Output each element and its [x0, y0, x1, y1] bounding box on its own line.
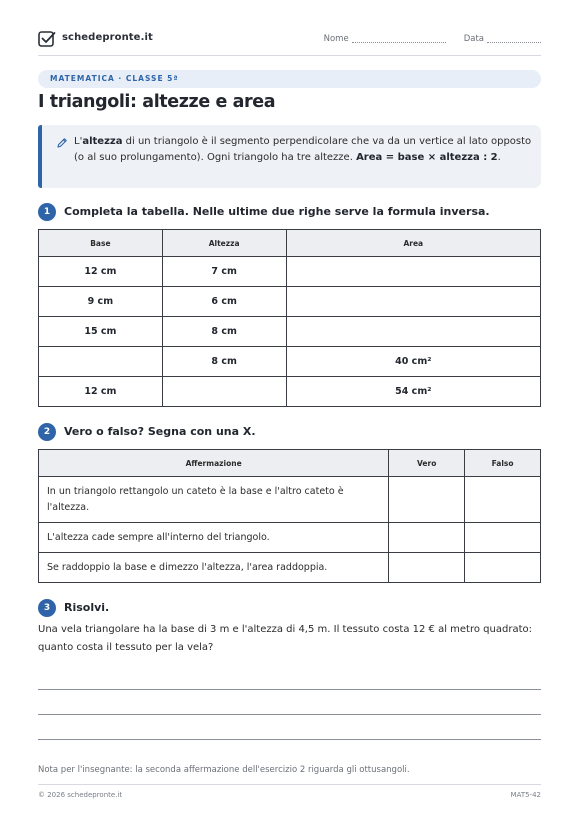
falso-checkbox-cell[interactable]: [465, 553, 541, 583]
table-row: [39, 287, 541, 317]
cell-altezza: 6 cm: [162, 287, 286, 317]
answer-cell-area[interactable]: [286, 317, 540, 347]
statement-cell: In un triangolo rettangolo un cateto è la base e l'altro cateto è l'altezza.: [39, 477, 389, 523]
table-row: [39, 523, 541, 553]
column-header-area: Area: [286, 230, 540, 257]
cell-base: 15 cm: [39, 317, 163, 347]
exercise-3-number: 3: [38, 599, 56, 617]
name-label: Nome: [323, 34, 349, 44]
page-header: [38, 30, 541, 56]
cell-altezza: 8 cm: [162, 347, 286, 377]
exercise-2-number: 2: [38, 423, 56, 441]
table-row: [39, 477, 541, 523]
column-header-vero: Vero: [389, 450, 465, 477]
table-row: [39, 257, 541, 287]
exercise-1-number: 1: [38, 203, 56, 221]
student-fields: [324, 34, 541, 44]
worksheet-code: MAT5-42: [510, 791, 541, 799]
vero-checkbox-cell[interactable]: [389, 477, 465, 523]
vero-checkbox-cell[interactable]: [389, 553, 465, 583]
table-row: [39, 553, 541, 583]
exercise-3-title: Risolvi.: [64, 601, 110, 614]
answer-cell-area[interactable]: [286, 257, 540, 287]
definition-note: [38, 125, 541, 188]
true-false-table: [38, 449, 541, 583]
cell-altezza: 8 cm: [162, 317, 286, 347]
note-text: L'altezza di un triangolo è il segmento perpendicolare che va da un vertice al lato opposto (o al suo prolungamento). Ogni triangolo ha tre altezze. Area = base × altezza : 2.: [74, 136, 532, 163]
cell-base: 12 cm: [39, 257, 163, 287]
falso-checkbox-cell[interactable]: [465, 523, 541, 553]
statement-cell: Se raddoppio la base e dimezzo l'altezza, l'area raddoppia.: [39, 553, 389, 583]
cell-base: 9 cm: [39, 287, 163, 317]
subject-kicker: MATEMATICA · CLASSE 5ª: [38, 70, 541, 88]
table-row: [39, 347, 541, 377]
answer-line[interactable]: [38, 689, 541, 690]
table-row: [39, 317, 541, 347]
answer-cell-base[interactable]: [39, 347, 163, 377]
cell-area: 40 cm²: [286, 347, 540, 377]
vero-checkbox-cell[interactable]: [389, 523, 465, 553]
cell-altezza: 7 cm: [162, 257, 286, 287]
pencil-icon: [56, 137, 68, 149]
date-field[interactable]: [487, 34, 541, 43]
brand-name: schedepronte.it: [62, 32, 153, 43]
answer-cell-altezza[interactable]: [162, 377, 286, 407]
checkbox-logo-icon: [38, 30, 56, 48]
cell-base: 12 cm: [39, 377, 163, 407]
date-label: Data: [463, 34, 484, 44]
column-header-affermazione: Affermazione: [39, 450, 389, 477]
column-header-altezza: Altezza: [162, 230, 286, 257]
falso-checkbox-cell[interactable]: [465, 477, 541, 523]
exercise-1-title: Completa la tabella. Nelle ultime due righe serve la formula inversa.: [64, 205, 490, 218]
cell-area: 54 cm²: [286, 377, 540, 407]
copyright: © 2026 schedepronte.it: [38, 791, 123, 799]
column-header-falso: Falso: [465, 450, 541, 477]
statement-cell: L'altezza cade sempre all'interno del triangolo.: [39, 523, 389, 553]
page-footer: [38, 784, 541, 799]
answer-line[interactable]: [38, 714, 541, 715]
table-header-row: [39, 230, 541, 257]
area-table: [38, 229, 541, 407]
name-field[interactable]: [352, 34, 446, 43]
problem-text: Una vela triangolare ha la base di 3 m e l'altezza di 4,5 m. Il tessuto costa 12 € al metro quadrato: quanto costa il tessuto per la vela?: [38, 624, 532, 653]
answer-cell-area[interactable]: [286, 287, 540, 317]
exercise-2-title: Vero o falso? Segna con una X.: [64, 425, 256, 438]
table-header-row: [39, 450, 541, 477]
column-header-base: Base: [39, 230, 163, 257]
answer-line[interactable]: [38, 739, 541, 740]
table-row: [39, 377, 541, 407]
teacher-note: Nota per l'insegnante: la seconda affermazione dell'esercizio 2 riguarda gli ottusangoli.: [38, 765, 410, 775]
page-title: I triangoli: altezze e area: [38, 92, 276, 112]
